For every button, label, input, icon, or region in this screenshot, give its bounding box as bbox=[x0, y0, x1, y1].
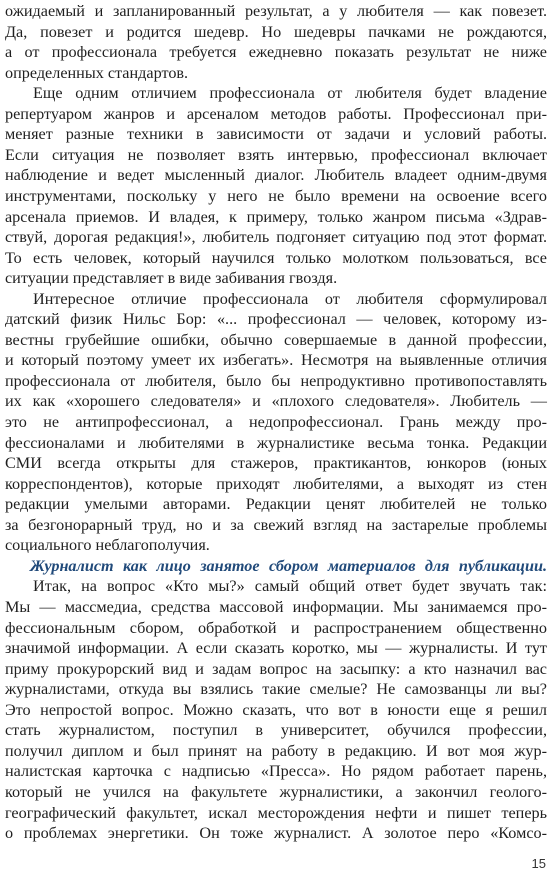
text-line: корреспондентов), которые приходят любителями, а выходят из стен bbox=[5, 474, 547, 493]
text-line: фессионалами и любителями в журналистике весьма тонка. Редакции bbox=[5, 433, 547, 452]
text-line: СМИ всегда открыты для стажеров, практикантов, юнкоров (юных bbox=[5, 454, 547, 473]
text-line: наблюдение и ведет мысленный диалог. Любитель владеет одним-двумя bbox=[5, 166, 547, 185]
text-line: арсенала приемов. И владея, к примеру, только жанром письма «Здрав- bbox=[5, 207, 547, 226]
text-line: значимой информации. А если сказать коротко, мы — журналисты. И тут bbox=[5, 639, 547, 658]
page-number: 15 bbox=[531, 856, 546, 871]
text-line: определенных стандартов. bbox=[5, 63, 189, 82]
text-line: приму прокурорский вид и задам вопрос на засыпку: а кто назначил вас bbox=[5, 659, 547, 678]
text-line: это не антипрофессионал, а недопрофессионал. Грань между про- bbox=[5, 413, 547, 431]
text-line: социального неблагополучия. bbox=[5, 536, 210, 555]
text-line: редакции умелыми авторами. Редакции ценят любителей не только bbox=[5, 495, 547, 514]
text-line: Мы — массмедиа, средства массовой информации. Мы занимаемся про- bbox=[5, 598, 547, 616]
text-line: получил диплом и был принят на работу в редакцию. И вот моя жур- bbox=[5, 741, 547, 760]
text-line: и который поэтому умеет их избегать». Несмотря на выявленные отличия bbox=[5, 351, 547, 370]
text-line: налистская карточка с надписью «Пресса». Но рядом работает парень, bbox=[5, 762, 547, 781]
text-line: журналистами, откуда вы взялись такие смелые? Не самозванцы ли вы? bbox=[5, 680, 547, 699]
section-heading: Журналист как лицо занятое сбором материалов для публикации. bbox=[30, 556, 547, 575]
text-line: То есть человек, который научился только молотком пользоваться, все bbox=[5, 248, 547, 267]
paragraph-first-line: Еще одним отличием профессионала от любителя будет владение bbox=[33, 84, 547, 103]
text-line: Это непростой вопрос. Можно сказать, что вот в юности еще я решил bbox=[5, 700, 547, 719]
text-line: ситуации представляет в виде забивания гвоздя. bbox=[5, 269, 338, 288]
text-line: профессионала от любителя, было бы непродуктивно противопоставлять bbox=[5, 371, 547, 390]
text-line: а от профессионала требуется ежедневно показать результат не ниже bbox=[5, 43, 547, 62]
text-line: Если ситуация не позволяет взять интервью, профессионал включает bbox=[5, 145, 547, 164]
text-line: о проблемах энергетики. Он тоже журналист. А золотое перо «Комсо- bbox=[5, 824, 547, 842]
text-line: меняет разные техники в зависимости от задачи и условий работы. bbox=[5, 125, 547, 144]
text-line: который не учился на факультете журналистики, а закончил геолого- bbox=[5, 782, 547, 801]
text-line: репертуаром жанров и арсеналом методов работы. Профессионал при- bbox=[5, 104, 547, 123]
text-line: вестны грубейшие ошибки, обычно совершаемые в данной профессии, bbox=[5, 330, 547, 349]
text-line: за безгонорарный труд, но и за свежий взгляд на застарелые проблемы bbox=[5, 515, 547, 534]
text-line: датский физик Нильс Бор: «... профессионал — человек, которому из- bbox=[5, 310, 547, 329]
text-line: стать журналистом, поступил в университет, обучился профессии, bbox=[5, 721, 547, 740]
text-line: инструментами, поскольку у него не было времени на освоение всего bbox=[5, 187, 547, 205]
paragraph-first-line: Интересное отличие профессионала от любителя сформулировал bbox=[33, 289, 547, 308]
paragraph-first-line: Итак, на вопрос «Кто мы?» самый общий ответ будет звучать так: bbox=[33, 577, 547, 596]
text-line: ожидаемый и запланированный результат, а у любителя — как повезет. bbox=[5, 2, 547, 20]
text-line: фессиональным сбором, обработкой и распространением общественно bbox=[5, 618, 547, 637]
text-line: их как «хорошего следователя» и «плохого следователя». Любитель — bbox=[5, 392, 547, 411]
text-line: ствуй, дорогая редакция!», любитель подгоняет ситуацию под этот формат. bbox=[5, 228, 547, 247]
text-line: Да, повезет и родится шедевр. Но шедевры пачками не рождаются, bbox=[5, 22, 547, 41]
text-line: географический факультет, искал месторождения нефти и пишет теперь bbox=[5, 803, 547, 822]
